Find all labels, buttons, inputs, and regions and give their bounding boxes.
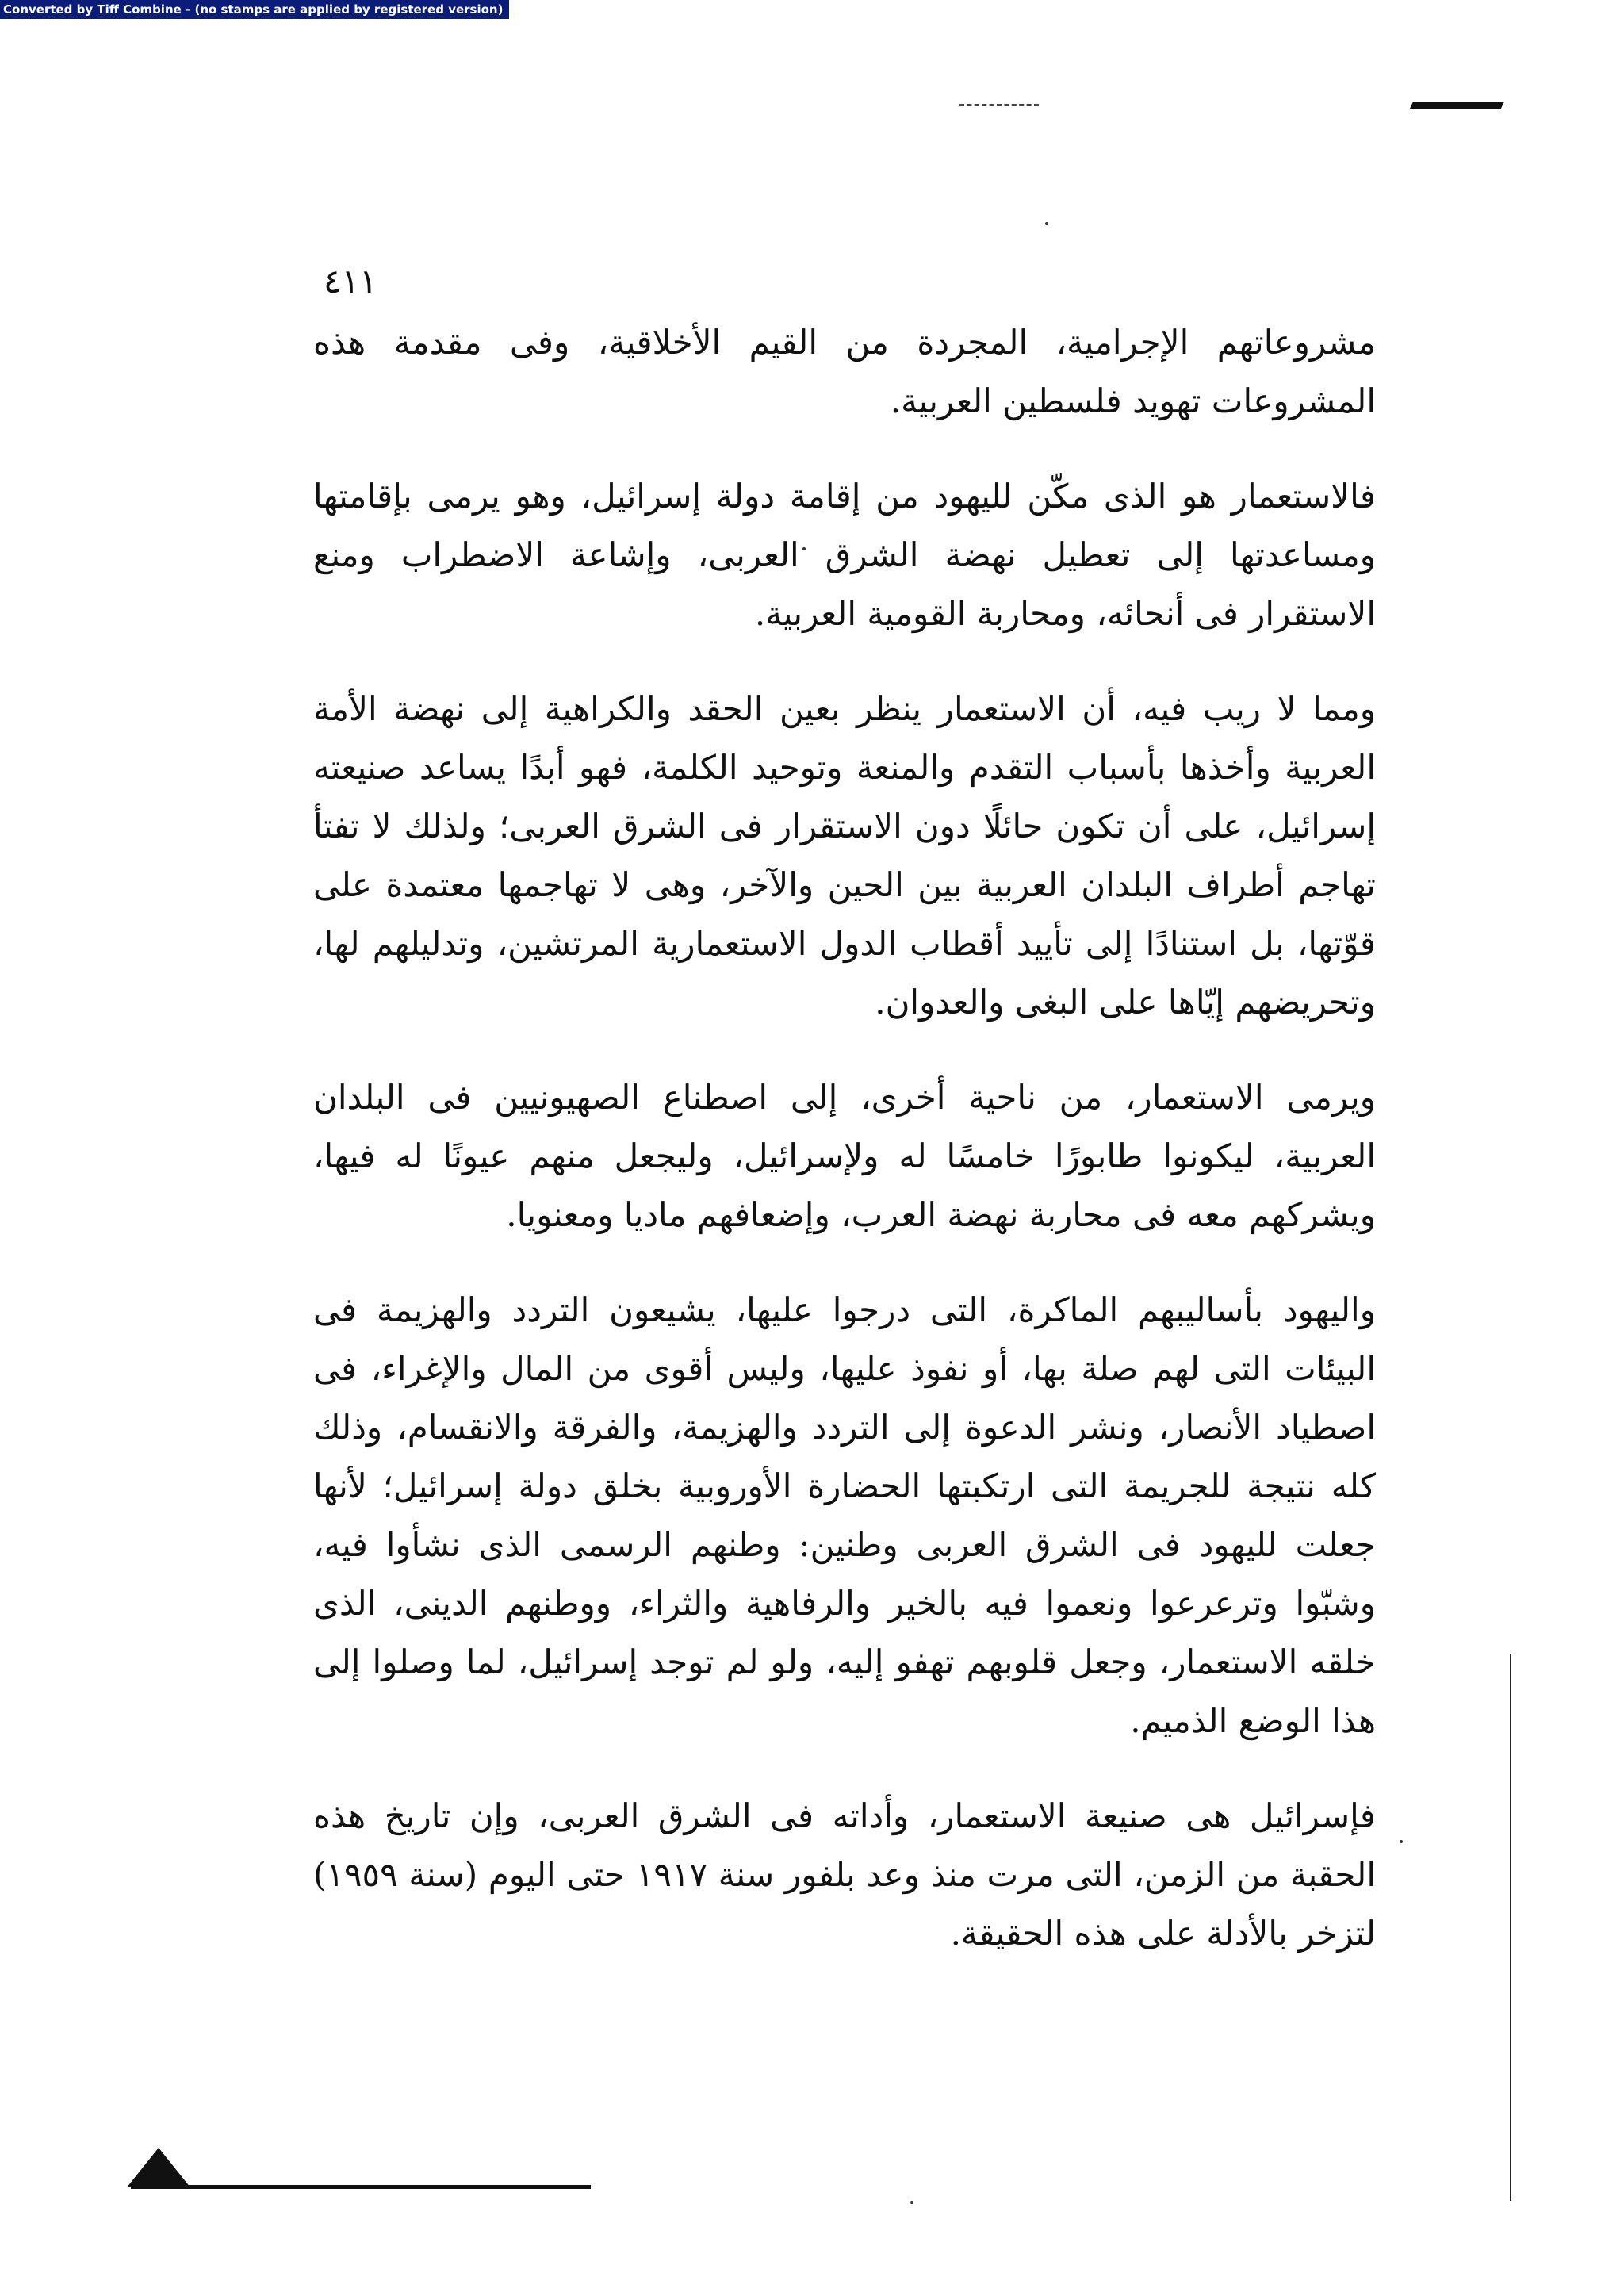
paragraph: ويرمى الاستعمار، من ناحية أخرى، إلى اصطناع الصهيونيين فى البلدان العربية، ليكونوا طابورًا خامسًا له ولإسرائيل، وليجعل منهم عيونًا له فيها، ويشركهم معه فى محاربة نهضة العرب، وإضعافهم ماديا ومعنويا. [313, 1078, 1376, 1234]
paragraph: مشروعاتهم الإجرامية، المجردة من القيم الأخلاقية، وفى مقدمة هذه المشروعات تهويد فلسطين العربية. [313, 323, 1376, 420]
scan-speck [1045, 222, 1048, 225]
paragraph: ومما لا ريب فيه، أن الاستعمار ينظر بعين الحقد والكراهية إلى نهضة الأمة العربية وأخذها بأسباب التقدم والمنعة وتوحيد الكلمة، فهو أبدًا يساعد صنيعته إسرائيل، على أن تكون حائلًا دون الاستقرار فى الشرق العربى؛ ولذلك لا تفتأ تهاجم أطراف البلدان العربية بين الحين والآخر، وهى لا تهاجمها معتمدة على قوّتها، بل استنادًا إلى تأييد أقطاب الدول الاستعمارية المرتشين، وتدليلهم لها، وتحريضهم إيّاها على البغى والعدوان. [313, 689, 1376, 1022]
scan-bottom-line [131, 2185, 591, 2189]
paragraph: واليهود بأساليبهم الماكرة، التى درجوا عليها، يشيعون التردد والهزيمة فى البيئات التى لهم صلة بها، أو نفوذ عليها، وليس أقوى من المال والإغراء، فى اصطياد الأنصار، ونشر الدعوة إلى التردد والهزيمة، والفرقة والانقسام، وذلك كله نتيجة للجريمة التى ارتكبتها الحضارة الأوروبية بخلق دولة إسرائيل؛ لأنها جعلت لليهود فى الشرق العربى وطنين: وطنهم الرسمى الذى نشأوا فيه، وشبّوا وترعرعوا ونعموا فيه بالخير والرفاهية والثراء، ووطنهم الدينى، الذى خلقه الاستعمار، وجعل قلوبهم تهفو إليه، ولو لم توجد إسرائيل، لما وصلوا إلى هذا الوضع الذميم. [313, 1290, 1376, 1740]
paragraph: فإسرائيل هى صنيعة الاستعمار، وأداته فى الشرق العربى، وإن تاريخ هذه الحقبة من الزمن، التى مرت منذ وعد بلفور سنة ١٩١٧ حتى اليوم (سنة ١٩٥٩) لتزخر بالأدلة على هذه الحقيقة. [313, 1796, 1377, 1953]
scan-dash-mark [959, 104, 1039, 106]
scan-margin-line [1510, 1654, 1511, 2201]
paragraph: فالاستعمار هو الذى مكّن لليهود من إقامة دولة إسرائيل، وهو يرمى بإقامتها ومساعدتها إلى تعطيل نهضة الشرق العربى، وإشاعة الاضطراب ومنع الاستقرار فى أنحائه، ومحاربة القومية العربية. [313, 477, 1376, 633]
scan-edge-mark [1410, 102, 1504, 109]
converter-watermark: Converted by Tiff Combine - (no stamps are applied by registered version) [0, 0, 509, 19]
page-number: ٤١١ [324, 262, 377, 301]
scan-edge-blob [127, 2148, 190, 2187]
page-body [313, 313, 1376, 1999]
scan-speck [910, 2201, 914, 2204]
scan-speck [1400, 1840, 1403, 1843]
